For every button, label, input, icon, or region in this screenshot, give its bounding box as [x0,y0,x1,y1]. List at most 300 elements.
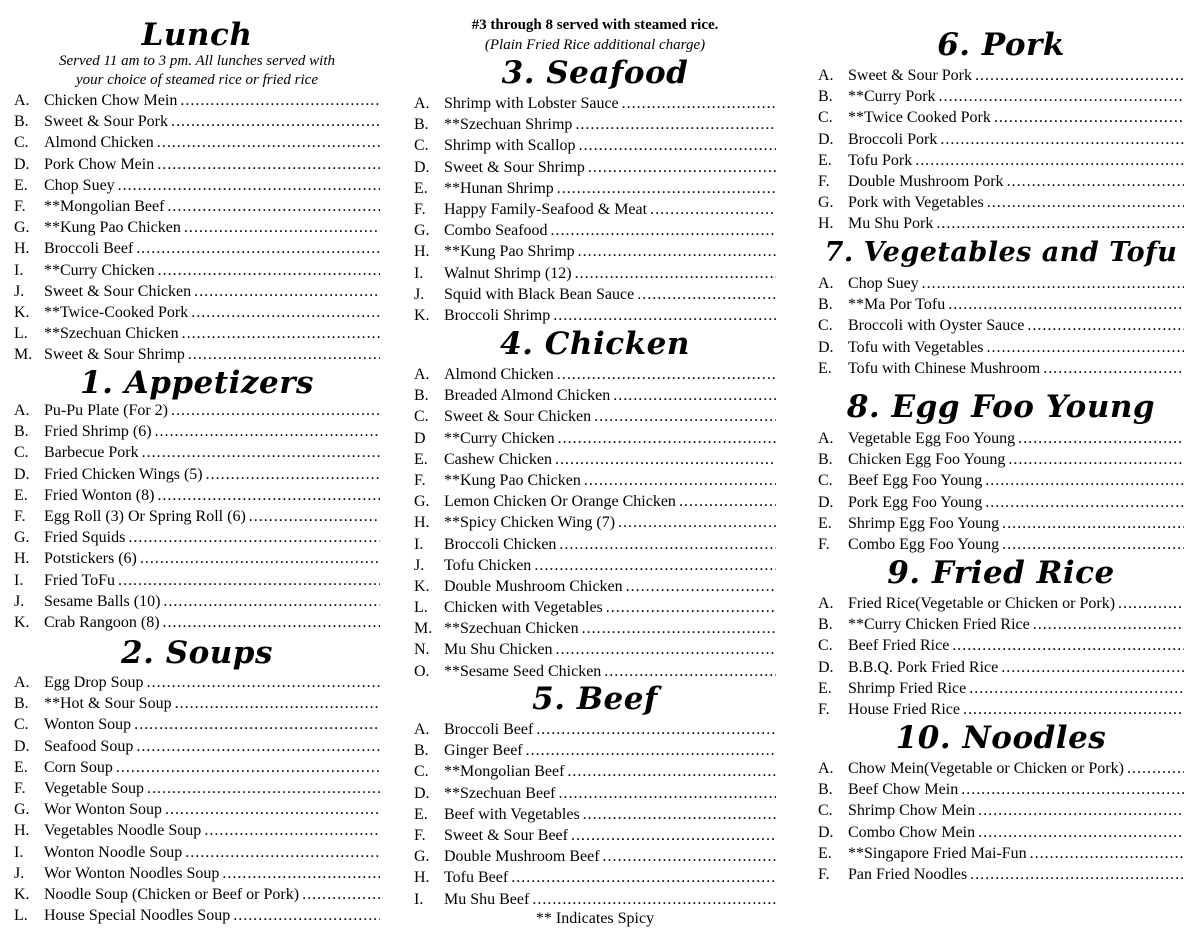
noodles-title: 10. Noodles [895,720,1107,756]
menu-item-letter: A. [818,595,834,612]
menu-item-letter: A. [14,402,30,419]
dot-leader [555,449,776,470]
dot-leader [986,337,1184,358]
menu-item [414,740,776,761]
menu-item-letter: F. [818,700,830,718]
menu-item-name: Breaded Almond Chicken [444,387,611,405]
menu-item [14,442,380,463]
dot-leader [915,150,1184,171]
menu-item [818,699,1184,720]
dot-leader [622,93,776,114]
menu-item-letter: M. [14,346,33,364]
menu-item-letter: B. [818,616,833,634]
menu-item [818,822,1184,843]
dot-leader [555,639,776,660]
menu-item-name: Combo Chow Mein [848,823,976,841]
menu-item [818,428,1184,449]
menu-item [414,661,776,682]
menu-item-letter: F. [818,535,830,553]
menu-item-letter: D. [414,158,430,176]
dot-leader [969,678,1184,699]
menu-item-name: Pork Egg Foo Young [848,493,983,511]
dot-leader [206,464,380,485]
menu-item-letter: E. [414,179,428,197]
menu-item [14,344,380,365]
menu-item-name: **Twice-Cooked Pork [44,303,189,321]
vegetables-tofu-list [818,273,1184,379]
menu-item-letter: I. [414,535,424,553]
menu-item-name: Tofu Chicken [444,556,532,574]
menu-item-letter: H. [414,514,430,532]
egg-foo-young-list [818,428,1184,555]
menu-item-letter: D. [818,658,834,676]
menu-item-letter: C. [818,802,833,820]
dot-leader [1007,171,1184,192]
menu-item-letter: C. [818,317,833,335]
menu-item-name: Sweet & Sour Pork [848,67,972,84]
menu-item [818,107,1184,128]
dot-leader [637,284,776,305]
appetizers-list [14,400,380,633]
dot-leader [948,294,1184,315]
menu-item-letter: J. [414,556,425,574]
menu-item-letter: F. [14,779,26,797]
dot-leader [603,846,776,867]
menu-item [14,421,380,442]
menu-item-name: Sesame Balls (10) [44,592,161,610]
menu-item-name: Double Mushroom Pork [848,172,1004,190]
dot-leader [116,757,380,778]
menu-item-letter: C. [14,716,29,734]
menu-item-letter: O. [414,662,430,680]
menu-item-letter: A. [14,674,30,691]
menu-item-letter: A. [818,67,834,84]
dot-leader [165,799,380,820]
menu-item-letter: E. [14,758,28,776]
dot-leader [157,132,380,153]
menu-item [818,864,1184,885]
menu-item [14,778,380,799]
menu-item-letter: K. [414,577,430,595]
menu-item [414,639,776,660]
dot-leader [532,889,776,910]
menu-item-name: Crab Rangoon (8) [44,613,160,631]
menu-item [14,736,380,757]
noodles-list [818,758,1184,885]
menu-item-name: Broccoli Shrimp [444,306,551,324]
menu-item-letter: I. [14,261,24,279]
menu-item-letter: E. [818,359,832,377]
menu-item [414,867,776,888]
menu-item-name: Mu Shu Beef [444,890,530,908]
menu-item-letter: C. [414,137,429,155]
menu-item-letter: B. [414,116,429,134]
menu-item [414,449,776,470]
menu-item-name: Egg Roll (3) Or Spring Roll (6) [44,507,246,525]
menu-item [414,825,776,846]
dot-leader [978,822,1184,843]
menu-item-name: Pu-Pu Plate (For 2) [44,402,168,419]
dot-leader [940,129,1184,150]
menu-item-name: Chicken with Vegetables [444,599,603,617]
menu-item-name: Barbecue Pork [44,444,139,462]
menu-item-letter: A. [818,430,834,447]
menu-item [818,800,1184,821]
menu-item-name: Combo Seafood [444,222,548,240]
menu-item [818,171,1184,192]
dot-leader [961,779,1184,800]
menu-item [14,591,380,612]
menu-item-letter: G. [14,529,30,547]
menu-item [414,512,776,533]
dot-leader [249,506,380,527]
menu-item-name: Wor Wonton Noodles Soup [44,864,220,882]
dot-leader [155,421,380,442]
menu-item-name: **Hot & Sour Soup [44,695,172,713]
beef-list [414,719,776,910]
lunch-list [14,90,380,365]
menu-item [14,400,380,421]
menu-item [14,714,380,735]
menu-item-letter: D. [414,784,430,802]
menu-item-name: Broccoli Beef [44,240,134,258]
dot-leader [147,672,380,693]
dot-leader [1001,657,1184,678]
vegetables-tofu-title: 7. Vegetables and Tofu [824,237,1178,268]
dot-leader [1033,614,1184,635]
menu-item-name: **Curry Chicken [444,429,555,447]
menu-item-name: Double Mushroom Beef [444,848,600,866]
dot-leader [571,825,776,846]
menu-item-letter: D. [14,465,30,483]
dot-leader [185,842,380,863]
menu-item-letter: I. [14,571,24,589]
menu-item-name: **Curry Chicken Fried Rice [848,616,1030,634]
menu-item [414,157,776,178]
menu-item [818,129,1184,150]
appetizers-title: 1. Appetizers [80,365,314,401]
menu-item-name: Fried ToFu [44,571,116,589]
menu-item-name: Broccoli Chicken [444,535,557,553]
fried-rice-title: 9. Fried Rice [887,555,1115,591]
menu-item-name: Broccoli with Oyster Sauce [848,317,1025,335]
dot-leader [175,693,380,714]
menu-item [818,294,1184,315]
menu-item [818,86,1184,107]
menu-item-name: **Ma Por Tofu [848,296,946,314]
menu-item [414,263,776,284]
menu-item [14,527,380,548]
menu-item-name: Tofu Beef [444,869,509,887]
dot-leader [575,114,776,135]
menu-item-name: Shrimp Fried Rice [848,679,967,697]
dot-leader [985,470,1184,491]
menu-item [14,175,380,196]
dot-leader [1118,593,1184,614]
menu-item [414,305,776,326]
dot-leader [1127,758,1184,779]
menu-item-letter: J. [14,864,25,882]
menu-item [14,884,380,905]
menu-item-name: Sweet & Sour Chicken [44,282,192,300]
menu-item-name: Pan Fried Noodles [848,865,968,883]
menu-item-name: B.B.Q. Pork Fried Rice [848,658,999,676]
menu-item-letter: C. [818,109,833,127]
menu-item-name: Lemon Chicken Or Orange Chicken [444,493,676,511]
dot-leader [182,323,380,344]
menu-item-letter: F. [14,197,26,215]
dot-leader [987,192,1184,213]
menu-item-letter: B. [414,742,429,760]
dot-leader [559,783,776,804]
dot-leader [985,492,1184,513]
menu-item [414,783,776,804]
menu-item-letter: H. [818,215,834,233]
dot-leader [163,612,380,633]
dot-leader [1002,534,1184,555]
menu-item [414,241,776,262]
menu-item-name: **Hunan Shrimp [444,179,554,197]
dot-leader [158,260,380,281]
menu-item-letter: A. [414,366,430,383]
menu-item [14,217,380,238]
menu-item-letter: K. [414,306,430,324]
dot-leader [140,548,380,569]
menu-item-letter: B. [14,423,29,441]
menu-item-letter: B. [14,113,29,131]
menu-item-letter: L. [14,325,28,343]
seafood-list [414,93,776,326]
menu-item-name: Shrimp with Lobster Sauce [444,95,619,112]
menu-item-name: Beef with Vegetables [444,805,580,823]
dot-leader [1043,358,1184,379]
menu-item-name: House Fried Rice [848,700,960,718]
menu-item-name: Mu Shu Chicken [444,641,553,659]
pork-list [818,65,1184,235]
menu-item-letter: J. [14,592,25,610]
menu-item-name: Wonton Noodle Soup [44,843,183,861]
dot-leader [551,220,776,241]
dot-leader [975,65,1184,86]
menu-item [14,506,380,527]
menu-item [414,846,776,867]
menu-item-name: Combo Egg Foo Young [848,535,1000,553]
menu-item [14,485,380,506]
menu-item [414,114,776,135]
menu-item-letter: J. [414,285,425,303]
menu-item-name: Tofu with Vegetables [848,338,984,356]
menu-item [818,273,1184,294]
menu-item-name: Chow Mein(Vegetable or Chicken or Pork) [848,760,1124,777]
menu-item-letter: F. [414,471,426,489]
dot-leader [613,385,776,406]
menu-item-name: **Twice Cooked Pork [848,109,991,127]
menu-item [414,534,776,555]
menu-item [414,385,776,406]
rice-served-note: #3 through 8 served with steamed rice. [471,17,719,33]
menu-item-letter: C. [14,134,29,152]
menu-item [14,820,380,841]
menu-item [818,779,1184,800]
dot-leader [134,714,380,735]
dot-leader [1030,843,1184,864]
menu-item [414,804,776,825]
menu-item-name: **Kung Pao Shrimp [444,243,575,261]
menu-item-name: Fried Squids [44,529,126,547]
menu-item-name: Sweet & Sour Beef [444,826,568,844]
menu-item-letter: L. [414,599,428,617]
menu-item-name: Potstickers (6) [44,550,137,568]
menu-item [14,612,380,633]
menu-item-letter: C. [14,444,29,462]
menu-item-name: **Mongolian Beef [444,763,565,781]
menu-item-name: Beef Egg Foo Young [848,472,983,490]
menu-item-letter: A. [14,92,30,109]
menu-item-letter: L. [14,907,28,925]
dot-leader [1002,513,1184,534]
menu-item-name: Corn Soup [44,758,113,776]
dot-leader [157,485,380,506]
menu-item-letter: B. [818,781,833,799]
menu-item-letter: B. [818,88,833,106]
dot-leader [511,867,776,888]
menu-item [414,178,776,199]
dot-leader [618,512,776,533]
menu-item-name: **Curry Chicken [44,261,155,279]
menu-item-letter: K. [14,885,30,903]
menu-item [414,135,776,156]
menu-item-name: **Szechuan Chicken [44,325,179,343]
menu-item-name: Pork with Vegetables [848,194,984,212]
menu-item-letter: B. [14,695,29,713]
dot-leader [118,570,380,591]
dot-leader [204,820,380,841]
menu-item [414,428,776,449]
menu-item-name: **Kung Pao Chicken [444,471,581,489]
menu-item-letter: G. [14,801,30,819]
menu-item [14,693,380,714]
dot-leader [575,263,776,284]
menu-item [818,534,1184,555]
menu-item-name: Wonton Soup [44,716,132,734]
dot-leader [994,107,1184,128]
dot-leader [582,618,776,639]
menu-item [14,570,380,591]
menu-item-name: Sweet & Sour Shrimp [44,346,185,364]
dot-leader [191,302,380,323]
menu-item-name: Fried Chicken Wings (5) [44,465,203,483]
chicken-title: 4. Chicken [500,326,690,362]
menu-item-name: Noodle Soup (Chicken or Beef or Pork) [44,885,300,903]
menu-item-letter: H. [414,869,430,887]
menu-item-letter: G. [14,219,30,237]
menu-item-letter: D. [818,493,834,511]
menu-item-name: Broccoli Beef [444,721,534,738]
menu-item-name: Walnut Shrimp (12) [444,264,572,282]
menu-item-letter: D. [818,130,834,148]
dot-leader [171,111,380,132]
menu-item [14,132,380,153]
menu-item [414,93,776,114]
chicken-list [414,364,776,682]
menu-item-letter: A. [414,95,430,112]
menu-item [818,150,1184,171]
lunch-title: Lunch [141,17,253,53]
menu-item-name: Squid with Black Bean Sauce [444,285,635,303]
menu-item-letter: E. [14,176,28,194]
menu-item-name: House Special Noodles Soup [44,907,231,925]
menu-item-letter: H. [14,550,30,568]
menu-item-name: **Singapore Fried Mai-Fun [848,844,1027,862]
dot-leader [233,905,380,926]
menu-item-name: Sweet & Sour Pork [44,113,168,131]
dot-leader [579,135,776,156]
menu-item [14,548,380,569]
menu-item-letter: E. [818,844,832,862]
menu-item-letter: G. [414,848,430,866]
menu-item-letter: F. [818,172,830,190]
dot-leader [583,804,776,825]
menu-item-name: Vegetables Noodle Soup [44,822,202,840]
menu-item-letter: E. [818,679,832,697]
menu-item [14,863,380,884]
menu-item-name: Shrimp Egg Foo Young [848,514,1000,532]
menu-item-letter: J. [14,282,25,300]
menu-item-name: Double Mushroom Chicken [444,577,623,595]
dot-leader [939,86,1184,107]
dot-leader [526,740,776,761]
menu-item [14,111,380,132]
dot-leader [606,597,776,618]
dot-leader [1008,449,1184,470]
menu-item-letter: B. [818,296,833,314]
soups-title: 2. Soups [121,635,273,671]
menu-item [414,470,776,491]
menu-item-name: Seafood Soup [44,737,134,755]
menu-item [14,905,380,926]
menu-item-name: Beef Chow Mein [848,781,959,799]
menu-item-name: Sweet & Sour Shrimp [444,158,585,176]
menu-item-name: Vegetable Egg Foo Young [848,430,1016,447]
menu-item-letter: E. [14,486,28,504]
menu-item [14,260,380,281]
dot-leader [978,800,1184,821]
dot-leader [128,527,380,548]
dot-leader [536,719,776,740]
dot-leader [952,635,1184,656]
lunch-rice-note: your choice of steamed rice or fried rice [75,72,318,88]
menu-item-letter: G. [414,493,430,511]
fried-rice-charge-note: (Plain Fried Rice additional charge) [484,37,706,53]
menu-item-name: Chicken Chow Mein [44,92,178,109]
menu-item-letter: I. [414,264,424,282]
menu-item-name: **Szechuan Beef [444,784,556,802]
menu-item-name: Shrimp with Scallop [444,137,576,155]
menu-item [414,889,776,910]
dot-leader [588,157,776,178]
dot-leader [559,534,776,555]
seafood-title: 3. Seafood [501,55,689,91]
dot-leader [118,175,380,196]
menu-item-letter: E. [414,450,428,468]
menu-item-letter: G. [818,194,834,212]
menu-item-name: Ginger Beef [444,742,523,760]
menu-item-letter: F. [414,200,426,218]
menu-item [414,284,776,305]
menu-item [14,238,380,259]
menu-item [818,449,1184,470]
dot-leader [936,213,1184,234]
